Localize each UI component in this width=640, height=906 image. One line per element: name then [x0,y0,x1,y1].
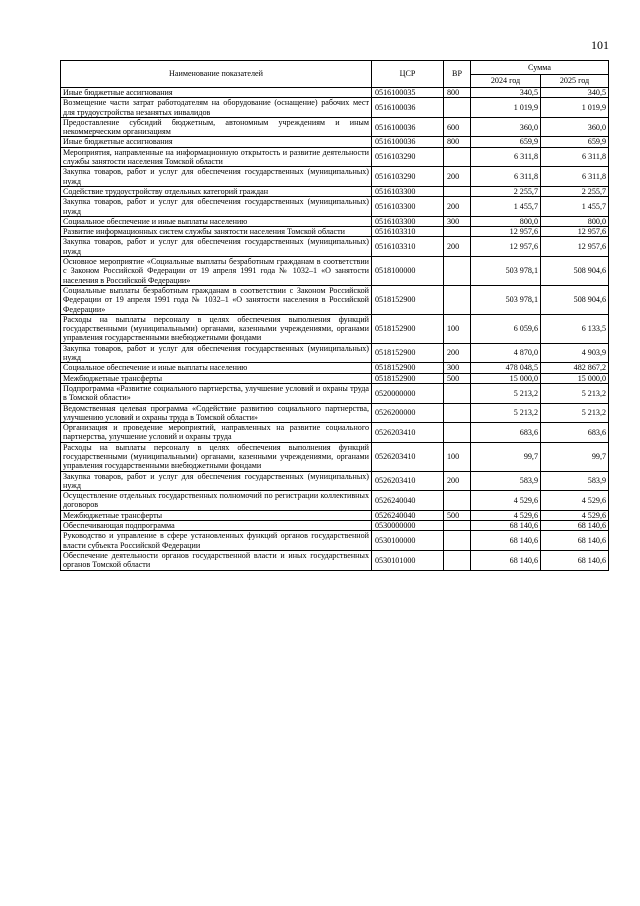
cell-csr: 0520000000 [372,383,444,403]
cell-csr: 0526240040 [372,491,444,511]
cell-y2024: 68 140,6 [471,531,541,551]
cell-csr: 0526203410 [372,423,444,443]
cell-y2024: 6 311,8 [471,167,541,187]
cell-csr: 0518152900 [372,373,444,383]
cell-vr: 100 [444,314,471,343]
cell-name: Закупка товаров, работ и услуг для обеспечения государственных (муниципальных) нужд [61,343,372,363]
table-row [61,137,609,147]
cell-y2024: 12 957,6 [471,237,541,257]
cell-name: Межбюджетные трансферты [61,373,372,383]
cell-csr: 0530000000 [372,521,444,531]
cell-vr: 300 [444,363,471,373]
cell-y2025: 15 000,0 [541,373,609,383]
cell-y2025: 508 904,6 [541,285,609,314]
cell-y2024: 1 019,9 [471,98,541,118]
cell-csr: 0518152900 [372,343,444,363]
table-row [61,383,609,403]
cell-y2025: 68 140,6 [541,521,609,531]
cell-name: Организация и проведение мероприятий, направленных на развитие социального партнерства, улучшение условий и охраны труда [61,423,372,443]
cell-name: Закупка товаров, работ и услуг для обеспечения государственных (муниципальных) нужд [61,167,372,187]
cell-y2024: 4 529,6 [471,510,541,520]
table-row [61,147,609,167]
cell-y2025: 6 133,5 [541,314,609,343]
cell-csr: 0530101000 [372,550,444,570]
cell-csr: 0516103300 [372,216,444,226]
cell-name: Осуществление отдельных государственных полномочий по регистрации коллективных договоров [61,491,372,511]
cell-y2024: 4 529,6 [471,491,541,511]
cell-y2025: 5 213,2 [541,403,609,423]
table-row [61,510,609,520]
cell-y2024: 68 140,6 [471,550,541,570]
cell-vr [444,423,471,443]
cell-vr: 200 [444,237,471,257]
cell-csr: 0518152900 [372,363,444,373]
header-2024: 2024 год [471,75,541,88]
cell-vr [444,550,471,570]
cell-csr: 0518100000 [372,257,444,286]
cell-vr: 200 [444,471,471,491]
cell-csr: 0526203410 [372,442,444,471]
cell-y2025: 482 867,2 [541,363,609,373]
cell-vr: 200 [444,197,471,217]
cell-vr [444,257,471,286]
table-row [61,237,609,257]
cell-vr: 800 [444,137,471,147]
cell-y2025: 12 957,6 [541,227,609,237]
cell-name: Ведомственная целевая программа «Содействие развитию социального партнерства, улучшению условий и охраны труда в Томской области» [61,403,372,423]
cell-y2024: 503 978,1 [471,257,541,286]
table-row [61,363,609,373]
cell-y2025: 683,6 [541,423,609,443]
cell-name: Межбюджетные трансферты [61,510,372,520]
cell-y2025: 2 255,7 [541,186,609,196]
cell-y2024: 6 059,6 [471,314,541,343]
cell-vr [444,285,471,314]
table-row [61,550,609,570]
cell-y2025: 583,9 [541,471,609,491]
cell-y2025: 360,0 [541,117,609,137]
cell-y2024: 583,9 [471,471,541,491]
page-number: 101 [591,38,609,52]
cell-y2024: 5 213,2 [471,403,541,423]
cell-vr: 100 [444,442,471,471]
cell-name: Расходы на выплаты персоналу в целях обеспечения выполнения функций государственными (муниципальными) органами, казенными учреждениями, органами управления государственными внебюджетными фондами [61,314,372,343]
cell-name: Социальное обеспечение и иные выплаты населению [61,216,372,226]
cell-name: Обеспечение деятельности органов государственной власти и иных государственных органов Томской области [61,550,372,570]
header-sum: Сумма [471,61,609,75]
header-name: Наименование показателей [61,61,372,88]
cell-y2025: 6 311,8 [541,147,609,167]
cell-name: Содействие трудоустройству отдельных категорий граждан [61,186,372,196]
table-header [61,61,609,88]
cell-vr: 500 [444,373,471,383]
header-2025: 2025 год [541,75,609,88]
cell-y2025: 340,5 [541,88,609,98]
table-row [61,531,609,551]
cell-y2025: 68 140,6 [541,531,609,551]
cell-y2024: 99,7 [471,442,541,471]
header-vr: ВР [444,61,471,88]
cell-name: Иные бюджетные ассигнования [61,88,372,98]
cell-name: Основное мероприятие «Социальные выплаты безработным гражданам в соответствии с Законом Российской Федерации от 19 апреля 1991 года № 1032–1 «О занятости населения в Российской Федерации» [61,257,372,286]
table-row [61,343,609,363]
cell-vr: 600 [444,117,471,137]
cell-vr [444,186,471,196]
table-row [61,216,609,226]
cell-vr [444,491,471,511]
cell-name: Социальное обеспечение и иные выплаты населению [61,363,372,373]
cell-y2024: 683,6 [471,423,541,443]
cell-name: Развитие информационных систем службы занятости населения Томской области [61,227,372,237]
cell-csr: 0518152900 [372,285,444,314]
cell-name: Мероприятия, направленные на информационную открытость и развитие деятельности службы занятости населения Томской области [61,147,372,167]
cell-y2024: 360,0 [471,117,541,137]
table-row [61,197,609,217]
cell-y2025: 508 904,6 [541,257,609,286]
cell-name: Закупка товаров, работ и услуг для обеспечения государственных (муниципальных) нужд [61,471,372,491]
table-row [61,186,609,196]
cell-vr: 500 [444,510,471,520]
cell-y2024: 503 978,1 [471,285,541,314]
cell-y2025: 4 903,9 [541,343,609,363]
table-row [61,285,609,314]
table-row [61,491,609,511]
cell-vr [444,521,471,531]
cell-vr: 800 [444,88,471,98]
table-row [61,403,609,423]
table-row [61,117,609,137]
cell-name: Иные бюджетные ассигнования [61,137,372,147]
table-body [61,88,609,571]
cell-name: Возмещение части затрат работодателям на оборудование (оснащение) рабочих мест для трудоустройства незанятых инвалидов [61,98,372,118]
cell-y2024: 68 140,6 [471,521,541,531]
cell-vr: 200 [444,343,471,363]
cell-csr: 0516100036 [372,98,444,118]
cell-y2025: 4 529,6 [541,510,609,520]
cell-y2024: 6 311,8 [471,147,541,167]
cell-name: Обеспечивающая подпрограмма [61,521,372,531]
cell-csr: 0516103310 [372,237,444,257]
cell-csr: 0516100036 [372,137,444,147]
cell-y2024: 478 048,5 [471,363,541,373]
table-row [61,423,609,443]
table-row [61,257,609,286]
cell-y2024: 4 870,0 [471,343,541,363]
cell-vr: 300 [444,216,471,226]
cell-y2025: 6 311,8 [541,167,609,187]
cell-name: Социальные выплаты безработным гражданам в соответствии с Законом Российской Федерации от 19 апреля 1991 года № 1032–1 «О занятости населения в Российской Федерации» [61,285,372,314]
cell-y2024: 2 255,7 [471,186,541,196]
header-csr: ЦСР [372,61,444,88]
cell-csr: 0516100036 [372,117,444,137]
cell-name: Закупка товаров, работ и услуг для обеспечения государственных (муниципальных) нужд [61,197,372,217]
cell-vr: 200 [444,167,471,187]
cell-name: Руководство и управление в сфере установленных функций органов государственной власти субъекта Российской Федерации [61,531,372,551]
cell-name: Расходы на выплаты персоналу в целях обеспечения выполнения функций государственными (муниципальными) органами, казенными учреждениями, органами управления государственными внебюджетными фондами [61,442,372,471]
cell-csr: 0516103310 [372,227,444,237]
cell-csr: 0516103290 [372,167,444,187]
cell-y2025: 99,7 [541,442,609,471]
cell-vr [444,227,471,237]
cell-vr [444,98,471,118]
cell-csr: 0518152900 [372,314,444,343]
table-row [61,314,609,343]
cell-csr: 0526200000 [372,403,444,423]
table-row [61,442,609,471]
cell-vr [444,403,471,423]
cell-vr [444,147,471,167]
cell-y2024: 340,5 [471,88,541,98]
cell-y2024: 15 000,0 [471,373,541,383]
table-row [61,167,609,187]
cell-csr: 0530100000 [372,531,444,551]
cell-csr: 0516100035 [372,88,444,98]
cell-y2025: 12 957,6 [541,237,609,257]
cell-name: Предоставление субсидий бюджетным, автономным учреждениям и иным некоммерческим организациям [61,117,372,137]
table-row [61,373,609,383]
cell-y2024: 1 455,7 [471,197,541,217]
cell-name: Закупка товаров, работ и услуг для обеспечения государственных (муниципальных) нужд [61,237,372,257]
cell-y2025: 800,0 [541,216,609,226]
cell-y2025: 4 529,6 [541,491,609,511]
cell-csr: 0516103300 [372,197,444,217]
cell-vr [444,531,471,551]
table-row [61,471,609,491]
cell-y2025: 5 213,2 [541,383,609,403]
cell-y2024: 800,0 [471,216,541,226]
cell-csr: 0516103290 [372,147,444,167]
table-row [61,227,609,237]
table-row [61,521,609,531]
cell-y2025: 68 140,6 [541,550,609,570]
cell-csr: 0516103300 [372,186,444,196]
table-row [61,98,609,118]
budget-table [60,60,609,571]
cell-y2024: 12 957,6 [471,227,541,237]
cell-vr [444,383,471,403]
cell-y2024: 659,9 [471,137,541,147]
table-row [61,88,609,98]
cell-y2025: 1 455,7 [541,197,609,217]
cell-y2024: 5 213,2 [471,383,541,403]
cell-y2025: 659,9 [541,137,609,147]
cell-csr: 0526203410 [372,471,444,491]
cell-name: Подпрограмма «Развитие социального партнерства, улучшение условий и охраны труда в Томской области» [61,383,372,403]
cell-csr: 0526240040 [372,510,444,520]
cell-y2025: 1 019,9 [541,98,609,118]
